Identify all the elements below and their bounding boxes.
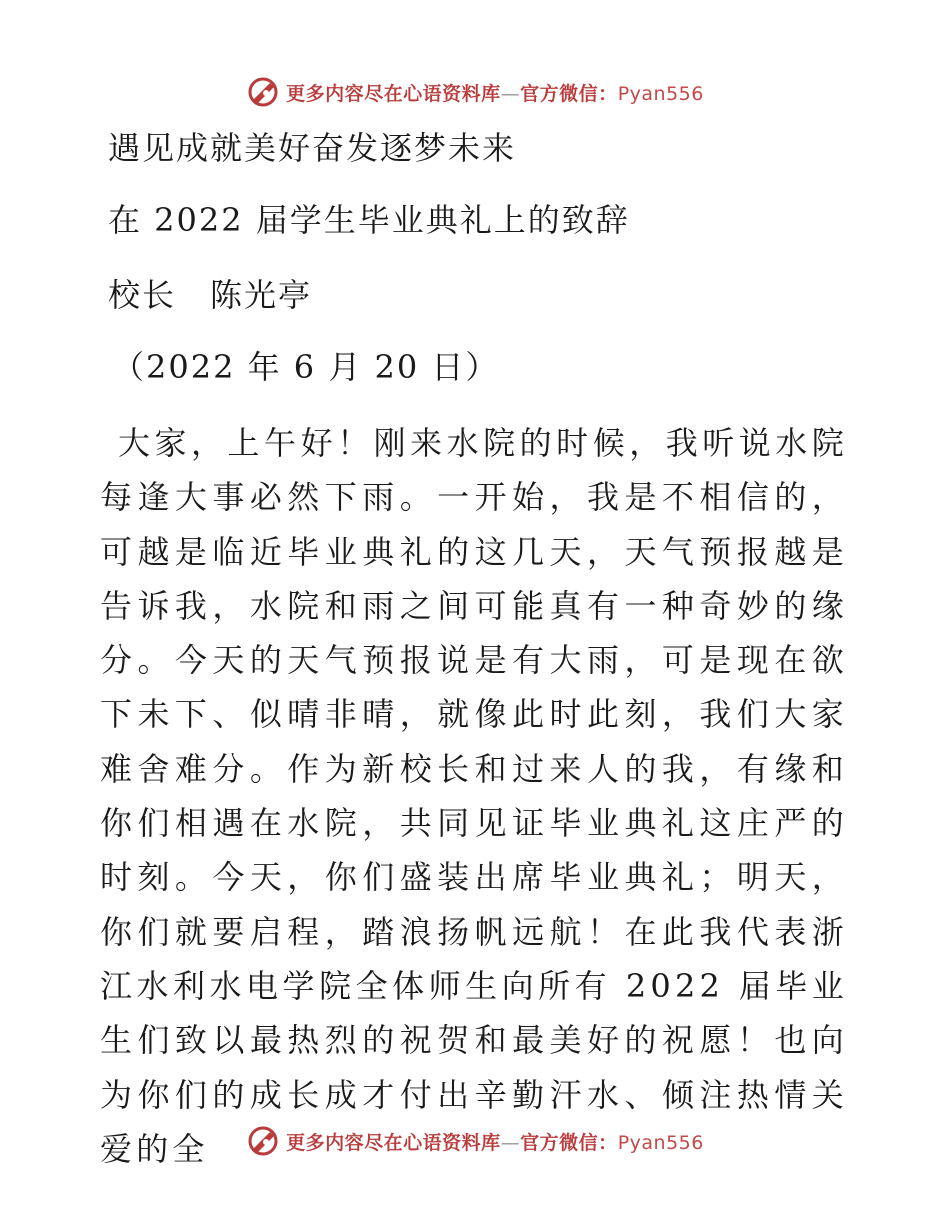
watermark-suffix: 官方微信： [520, 82, 618, 105]
watermark-separator: — [500, 82, 521, 105]
watermark-footer [0, 1121, 950, 1161]
document-subtitle: 在 2022 届学生毕业典礼上的致辞 [108, 201, 630, 239]
document-title: 遇见成就美好奋发逐梦未来 [108, 129, 517, 167]
watermark-container [246, 75, 704, 109]
watermark-separator: — [500, 1131, 521, 1154]
document-date: （2022 年 6 月 20 日） [112, 348, 500, 386]
watermark-main: 更多内容尽在心语资料库 [286, 82, 501, 105]
watermark-main: 更多内容尽在心语资料库 [286, 1131, 501, 1154]
watermark-text [286, 1128, 704, 1155]
document-author: 校长 陈光亭 [108, 276, 313, 314]
watermark-header [0, 72, 950, 112]
pen-logo-icon [246, 75, 280, 109]
speech-paragraph: 大家，上午好！刚来水院的时候，我听说水院每逢大事必然下雨。一开始，我是不相信的，可越是临近毕业典礼的这几天，天气预报越是告诉我，水院和雨之间可能真有一种奇妙的缘分。今天的天气预报说是有大雨，可是现在欲下未下、似晴非晴，就像此时此刻，我们大家难舍难分。作为新校长和过来人的我，有缘和你们相遇在水院，共同见证毕业典礼这庄严的时刻。今天，你们盛装出席毕业典礼；明天，你们就要启程，踏浪扬帆远航！在此我代表浙江水利水电学院全体师生向所有 2022 届毕业生们致以最热烈的祝贺和最美好的祝愿！也向为你们的成长成才付出辛勤汗水、倾注热情关爱的全 [100, 424, 848, 1168]
pen-logo-icon [246, 1124, 280, 1158]
watermark-wechat-id: Pyan556 [617, 82, 704, 105]
watermark-suffix: 官方微信： [520, 1131, 618, 1154]
watermark-wechat-id: Pyan556 [617, 1131, 704, 1154]
watermark-text [286, 79, 704, 106]
watermark-container [246, 1124, 704, 1158]
